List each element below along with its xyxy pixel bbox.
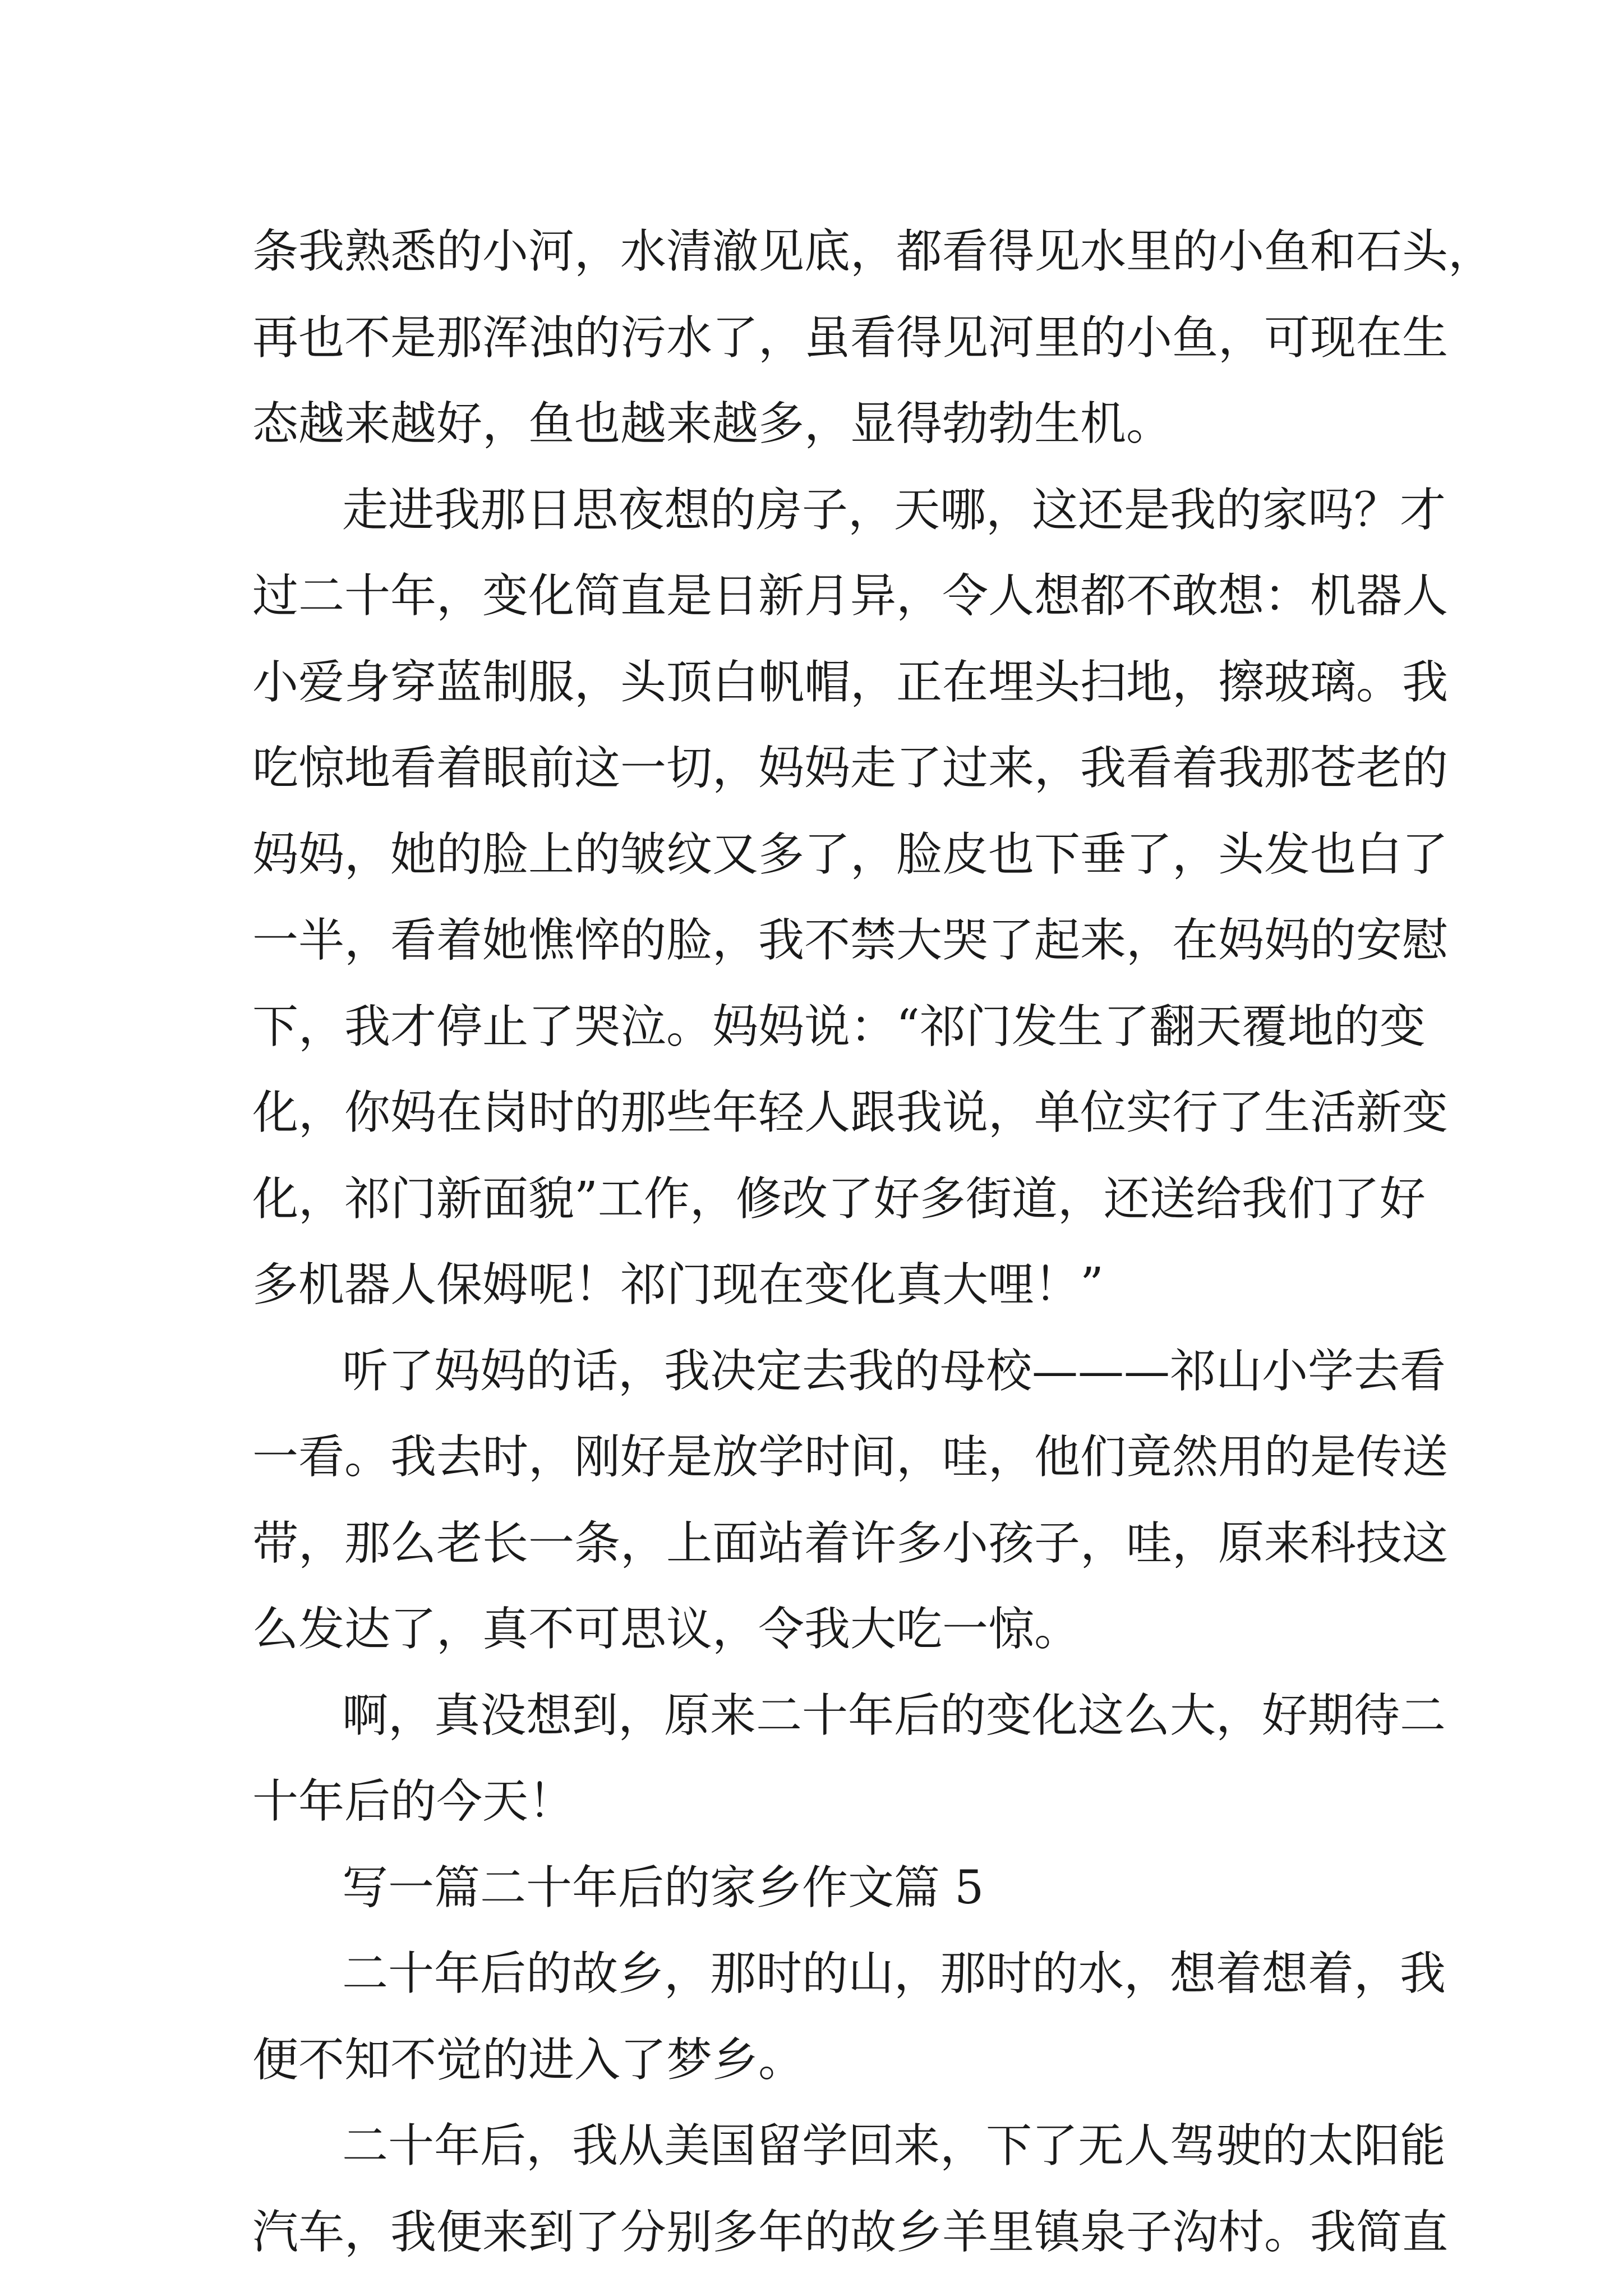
text-line: 小爱身穿蓝制服，头顶白帆帽，正在埋头扫地，擦玻璃。我 <box>252 655 1449 709</box>
text-line: 便不知不觉的进入了梦乡。 <box>252 2033 805 2087</box>
document-body <box>252 209 1495 2275</box>
text-line: 过二十年，变化简直是日新月异，令人想都不敢想：机器人 <box>252 569 1449 623</box>
paragraph-first-line: 二十年后，我从美国留学回来，下了无人驾驶的太阳能 <box>342 2119 1446 2173</box>
text-line: 化，祁门新面貌”工作，修改了好多街道，还送给我们了好 <box>252 1172 1426 1226</box>
paragraph-first-line: 听了妈妈的话，我决定去我的母校———祁山小学去看 <box>342 1344 1446 1398</box>
paragraph-first-line: 啊，真没想到，原来二十年后的变化这么大，好期待二 <box>342 1688 1446 1742</box>
text-line: 妈妈，她的脸上的皱纹又多了，脸皮也下垂了，头发也白了 <box>252 827 1449 881</box>
text-line: 一看。我去时，刚好是放学时间，哇，他们竟然用的是传送 <box>252 1430 1449 1484</box>
text-line: 汽车，我便来到了分别多年的故乡羊里镇泉子沟村。我简直 <box>252 2205 1449 2259</box>
text-line: 十年后的今天！ <box>252 1775 575 1828</box>
text-line: 再也不是那浑浊的污水了，虽看得见河里的小鱼，可现在生 <box>252 311 1449 365</box>
text-line: 多机器人保姆呢！祁门现在变化真大哩！” <box>252 1258 1104 1312</box>
text-line: 条我熟悉的小河，水清澈见底，都看得见水里的小鱼和石头， <box>252 225 1495 278</box>
text-line: 化，你妈在岗时的那些年轻人跟我说，单位实行了生活新变 <box>252 1086 1449 1139</box>
paragraph-first-line: 二十年后的故乡，那时的山，那时的水，想着想着，我 <box>342 1947 1446 2000</box>
text-line: 么发达了，真不可思议，令我大吃一惊。 <box>252 1603 1081 1656</box>
text-line: 下，我才停止了哭泣。妈妈说：“祁门发生了翻天覆地的变 <box>252 1000 1426 1053</box>
paragraph-first-line: 走进我那日思夜想的房子，天哪，这还是我的家吗？才 <box>342 483 1446 537</box>
text-line: 态越来越好，鱼也越来越多，显得勃勃生机。 <box>252 397 1173 450</box>
text-line: 吃惊地看着眼前这一切，妈妈走了过来，我看着我那苍老的 <box>252 742 1449 795</box>
text-line: 带，那么老长一条，上面站着许多小孩子，哇，原来科技这 <box>252 1516 1449 1570</box>
text-line: 一半，看着她憔悴的脸，我不禁大哭了起来，在妈妈的安慰 <box>252 914 1449 967</box>
section-heading: 写一篇二十年后的家乡作文篇 5 <box>342 1861 984 1915</box>
